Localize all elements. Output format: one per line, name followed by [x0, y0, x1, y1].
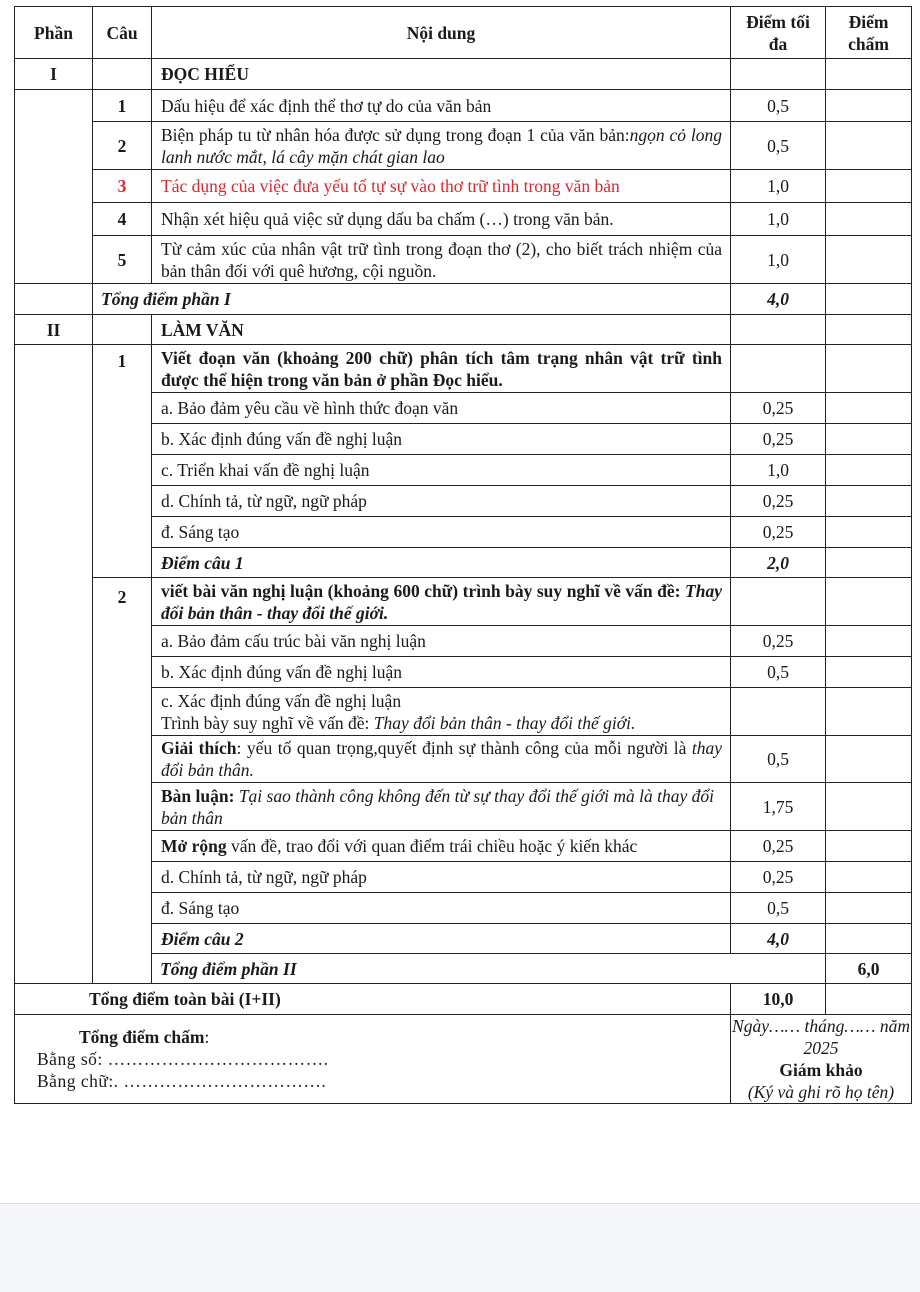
part2-q1-d-max: 0,25 [731, 486, 826, 517]
part2-q2-c-cell [152, 688, 731, 736]
part1-q1-max: 0,5 [731, 90, 826, 122]
part1-q4-max: 1,0 [731, 203, 826, 236]
footer-ky-ten: (Ký và ghi rõ họ tên) [747, 1082, 895, 1102]
part2-q2-d-score-cell[interactable] [826, 862, 912, 893]
part2-q2-total-label: Điểm câu 2 [152, 924, 731, 954]
part1-title-max-empty [731, 59, 826, 90]
part2-q2-a-text: a. Bảo đảm cấu trúc bài văn nghị luận [152, 626, 731, 657]
part2-q2-giai-thich-text: : yếu tố quan trọng,quyết định sự thành công của mỗi người là [236, 738, 692, 758]
part1-title-row [15, 59, 912, 90]
part2-q2-prompt-max-empty [731, 578, 826, 626]
part2-q1-e-score-cell[interactable] [826, 517, 912, 548]
part2-q2-mo-rong-max: 0,25 [731, 831, 826, 862]
part1-q1-text: Dấu hiệu để xác định thể thơ tự do của văn bản [152, 90, 731, 122]
header-cau: Câu [93, 7, 152, 59]
header-diem-toi-da [731, 7, 826, 59]
grand-total-row [15, 984, 912, 1015]
part1-q2-score-cell[interactable] [826, 122, 912, 170]
header-diem-toi-da-line1: Điểm tối [746, 11, 810, 32]
footer-colon: : [204, 1027, 210, 1047]
part1-title-score-cell[interactable] [826, 59, 912, 90]
part2-q2-total-score: 4,0 [731, 924, 826, 954]
part2-title-row [15, 315, 912, 345]
part2-q1-total-label: Điểm câu 1 [152, 548, 731, 578]
part2-q1-b-score-cell[interactable] [826, 424, 912, 455]
part1-total-label: Tổng điểm phần I [93, 284, 731, 315]
part2-q2-b-max: 0,5 [731, 657, 826, 688]
part2-q1-b-text: b. Xác định đúng vấn đề nghị luận [152, 424, 731, 455]
part2-q1-d-score-cell[interactable] [826, 486, 912, 517]
part1-q3-score-cell[interactable] [826, 170, 912, 203]
part2-q2-giai-thich-label: Giải thích [161, 738, 237, 758]
part2-q2-ban-luan-cell [152, 783, 731, 831]
part1-q4-text: Nhận xét hiệu quả việc sử dụng dấu ba chấm (…) trong văn bản. [152, 203, 731, 236]
header-diem-cham-line1: Điểm [848, 11, 889, 32]
part1-q2-row [15, 122, 912, 170]
part1-q3-text: Tác dụng của việc đưa yếu tố tự sự vào thơ trữ tình trong văn bản [152, 170, 731, 203]
part1-q2-text: Biện pháp tu từ nhân hóa được sử dụng trong đoạn 1 của văn bản: [161, 124, 630, 145]
part1-q2-text-italic: ngọn cỏ long lanh nước mắt, lá cây mặn chát gian lao [161, 124, 722, 167]
part2-q1-c-text: c. Triển khai vấn đề nghị luận [152, 455, 731, 486]
footer-giam-khao: Giám khảo [779, 1060, 863, 1080]
grand-total-score-cell[interactable] [826, 984, 912, 1015]
header-diem-toi-da-line2: đa [768, 33, 788, 54]
part1-q1-row [15, 90, 912, 122]
part2-q2-c-line1: c. Xác định đúng vấn đề nghị luận [161, 690, 402, 711]
part2-title: LÀM VĂN [152, 315, 731, 345]
part1-phan-merged [15, 90, 93, 284]
part2-q1-c-score-cell[interactable] [826, 455, 912, 486]
part2-q2-c-max-empty [731, 688, 826, 736]
part2-title-max-empty [731, 315, 826, 345]
part2-q2-num: 2 [93, 578, 152, 984]
footer-row [15, 1015, 912, 1104]
part2-q2-ban-luan-score-cell[interactable] [826, 783, 912, 831]
part1-q1-score-cell[interactable] [826, 90, 912, 122]
part2-q2-giai-thich-score-cell[interactable] [826, 736, 912, 783]
part2-q2-a-max: 0,25 [731, 626, 826, 657]
part1-q5-num: 5 [93, 236, 152, 284]
header-phan: Phần [15, 7, 93, 59]
part1-total-row [15, 284, 912, 315]
part2-q1-prompt-score-cell[interactable] [826, 345, 912, 393]
part2-q2-prompt-italic: Thay đổi bản thân - thay đổi thế giới. [161, 580, 722, 623]
part1-q3-max: 1,0 [731, 170, 826, 203]
part1-q4-row [15, 203, 912, 236]
part1-q3-num: 3 [93, 170, 152, 203]
part2-title-score-cell[interactable] [826, 315, 912, 345]
part1-total-phan-empty [15, 284, 93, 315]
part1-q5-text: Từ cảm xúc của nhân vật trữ tình trong đoạn thơ (2), cho biết trách nhiệm của bản thân đối với quê hương, cội nguồn. [152, 236, 731, 284]
part2-q2-total-score-cell[interactable] [826, 924, 912, 954]
header-noi-dung: Nội dung [152, 7, 731, 59]
part1-q2-num: 2 [93, 122, 152, 170]
part2-q2-prompt: viết bài văn nghị luận (khoảng 600 chữ) trình bày suy nghĩ về vấn đề: [161, 580, 686, 601]
part2-q2-c-line2: Trình bày suy nghĩ về vấn đề: [161, 712, 374, 733]
part2-q2-ban-luan-label: Bàn luận: [161, 785, 235, 806]
part2-q2-mo-rong-score-cell[interactable] [826, 831, 912, 862]
part2-q2-mo-rong-cell [152, 831, 731, 862]
grand-total-label: Tổng điểm toàn bài (I+II) [15, 984, 731, 1015]
part1-q5-row [15, 236, 912, 284]
footer-left [15, 1015, 731, 1104]
part1-q4-num: 4 [93, 203, 152, 236]
part2-q2-ban-luan-italic: Tại sao thành công không đến từ sự thay đổi thế giới mà là thay đổi bản thân [161, 785, 714, 828]
part2-q2-d-max: 0,25 [731, 862, 826, 893]
part2-q2-b-score-cell[interactable] [826, 657, 912, 688]
part2-q2-d-text: d. Chính tả, từ ngữ, ngữ pháp [152, 862, 731, 893]
part2-label: II [15, 315, 93, 345]
part2-q2-mo-rong-text: vấn đề, trao đổi với quan điểm trái chiều hoặc ý kiến khác [226, 836, 638, 856]
part2-q2-giai-thich-italic: thay đổi bản thân. [161, 738, 723, 780]
footer-ngay: Ngày…… tháng…… năm 2025 [732, 1016, 910, 1058]
part2-phan-merged [15, 345, 93, 984]
part2-q2-a-score-cell[interactable] [826, 626, 912, 657]
part2-q1-total-score: 2,0 [731, 548, 826, 578]
part2-total-label: Tổng điểm phần II [152, 954, 826, 984]
part1-q3-row [15, 170, 912, 203]
part2-total-score: 6,0 [826, 954, 912, 984]
part2-q1-prompt-max-empty [731, 345, 826, 393]
part2-q2-giai-thich-cell [152, 736, 731, 783]
part2-q2-e-score-cell[interactable] [826, 893, 912, 924]
part2-q1-c-max: 1,0 [731, 455, 826, 486]
part1-q4-score-cell[interactable] [826, 203, 912, 236]
footer-bang-chu: Bằng chữ:. ……………………………. [37, 1071, 327, 1091]
part2-q1-prompt-row [15, 345, 912, 393]
part2-q2-c-line2-italic: Thay đổi bản thân - thay đổi thế giới. [373, 712, 636, 733]
footer-right [731, 1015, 912, 1104]
page-bottom-band [0, 1203, 920, 1292]
part2-q1-a-score-cell[interactable] [826, 393, 912, 424]
part1-q5-score-cell[interactable] [826, 236, 912, 284]
header-diem-cham-line2: chấm [848, 33, 889, 54]
part1-title: ĐỌC HIỂU [152, 59, 731, 90]
part2-cau-empty [93, 315, 152, 345]
part2-q2-mo-rong-label: Mở rộng [161, 836, 227, 856]
part1-q5-max: 1,0 [731, 236, 826, 284]
part2-q2-prompt-row [15, 578, 912, 626]
header-row [15, 7, 912, 59]
grand-total-score: 10,0 [731, 984, 826, 1015]
part1-total-score-cell[interactable] [826, 284, 912, 315]
part1-total-score: 4,0 [731, 284, 826, 315]
part2-q2-b-text: b. Xác định đúng vấn đề nghị luận [152, 657, 731, 688]
part2-q2-giai-thich-max: 0,5 [731, 736, 826, 783]
header-diem-cham [826, 7, 912, 59]
part2-q2-prompt-cell [152, 578, 731, 626]
part2-q2-c-score-cell[interactable] [826, 688, 912, 736]
part1-label: I [15, 59, 93, 90]
part1-q2-content [152, 122, 731, 170]
part2-q2-prompt-score-cell[interactable] [826, 578, 912, 626]
part2-q1-e-max: 0,25 [731, 517, 826, 548]
part2-q1-total-score-cell[interactable] [826, 548, 912, 578]
part2-q1-a-text: a. Bảo đảm yêu cầu về hình thức đoạn văn [152, 393, 731, 424]
part2-q2-e-max: 0,5 [731, 893, 826, 924]
part2-q1-prompt: Viết đoạn văn (khoảng 200 chữ) phân tích tâm trạng nhân vật trữ tình được thể hiện trong văn bản ở phần Đọc hiểu. [152, 345, 731, 393]
footer-bang-so: Bằng số: ………………………………. [37, 1049, 329, 1069]
part2-q1-num: 1 [93, 345, 152, 578]
part2-q1-d-text: d. Chính tả, từ ngữ, ngữ pháp [152, 486, 731, 517]
part2-q1-b-max: 0,25 [731, 424, 826, 455]
part2-q2-ban-luan-max: 1,75 [731, 783, 826, 831]
grading-rubric-table [14, 6, 912, 1104]
part1-q2-max: 0,5 [731, 122, 826, 170]
part1-cau-empty [93, 59, 152, 90]
part2-q1-a-max: 0,25 [731, 393, 826, 424]
part2-q1-e-text: đ. Sáng tạo [152, 517, 731, 548]
footer-tong-diem-cham: Tổng điểm chấm [79, 1027, 205, 1047]
part2-q2-e-text: đ. Sáng tạo [152, 893, 731, 924]
part1-q1-num: 1 [93, 90, 152, 122]
